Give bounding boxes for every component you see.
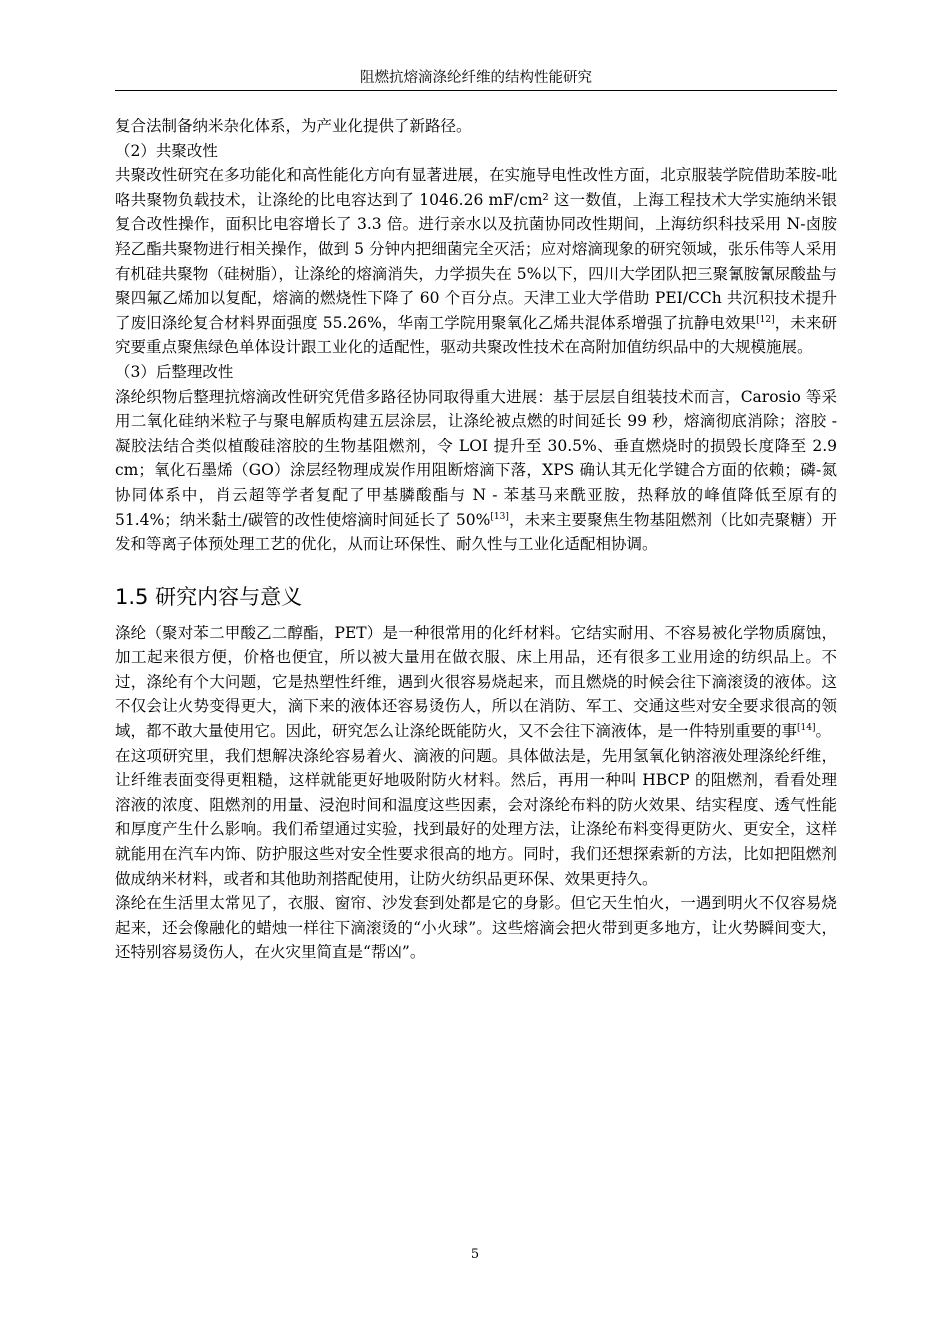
- paragraph: 涤纶在生活里太常见了，衣服、窗帘、沙发套到处都是它的身影。但它天生怕火，一遇到明火不仅容易烧起来，还会像融化的蜡烛一样往下滴滚烫的“小火球”。这些熔滴会把火带到更多地方，让火势瞬间变大，还特别容易烫伤人，在火灾里简直是“帮凶”。: [115, 894, 837, 962]
- paragraph: 共聚改性研究在多功能化和高性能化方向有显著进展，在实施导电性改性方面，北京服装学院借助苯胺-吡咯共聚物负载技术，让涤纶的比电容达到了 1046.26 mF/cm² 这一数值，上海工程技术大学实施纳米银复合改性操作，面积比电容增长了 3.3 倍。进行亲水以及抗菌协同改性期间，上海纺织科技采用 N-卤胺羟乙酯共聚物进行相关操作，做到 5 分钟内把细菌完全灭活；应对熔滴现象的研究领域，张乐伟等人采用有机硅共聚物（硅树脂），让涤纶的熔滴消失，力学损失在 5%以下，四川大学团队把三聚氰胺氰尿酸盐与聚四氟乙烯加以复配，熔滴的燃烧性下降了 60 个百分点。天津工业大学借助 PEI/CCh 共沉积技术提升了废旧涤纶复合材料界面强度 55.26%，华南工学院用聚氧化乙烯共混体系增强了抗静电效果[12]，未来研究要重点聚焦绿色单体设计跟工业化的适配性，驱动共聚改性技术在高附加值纺织品中的大规模施展。: [115, 166, 837, 357]
- citation-ref: [12]: [756, 314, 775, 325]
- section-heading: 1.5 研究内容与意义: [115, 584, 303, 609]
- header-divider: [115, 90, 837, 91]
- subsection-label: （2）共聚改性: [115, 141, 218, 160]
- running-header-title: 阻燃抗熔滴涤纶纤维的结构性能研究: [360, 70, 592, 86]
- paragraph: 涤纶织物后整理抗熔滴改性研究凭借多路径协同取得重大进展：基于层层自组装技术而言，Carosio 等采用二氧化硅纳米粒子与聚电解质构建五层涂层，让涤纶被点燃的时间延长 99 秒，熔滴彻底消除；溶胶 - 凝胶法结合类似植酸硅溶胶的生物基阻燃剂，令 LOI 提升至 30.5%、垂直燃烧时的损毁长度降至 2.9 cm；氧化石墨烯（GO）涂层经物理成炭作用阻断熔滴下落，XPS 确认其无化学键合方面的依赖；磷-氮协同体系中，肖云超等学者复配了甲基膦酸酯与 N - 苯基马来酰亚胺，热释放的峰值降低至原有的 51.4%；纳米黏土/碳管的改性使熔滴时间延长了 50%[13]，未来主要聚焦生物基阻燃剂（比如壳聚糖）开发和等离子体预处理工艺的优化，从而让环保性、耐久性与工业化适配相协调。: [115, 387, 837, 554]
- citation-ref: [13]: [490, 511, 509, 522]
- page-number: 5: [470, 1247, 480, 1262]
- paragraph: 复合法制备纳米杂化体系，为产业化提供了新路径。: [115, 117, 472, 135]
- paragraph: 涤纶（聚对苯二甲酸乙二醇酯，PET）是一种很常用的化纤材料。它结实耐用、不容易被化学物质腐蚀，加工起来很方便，价格也便宜，所以被大量用在做衣服、床上用品，还有很多工业用途的纺织品上。不过，涤纶有个大问题，它是热塑性纤维，遇到火很容易烧起来，而且燃烧的时候会往下滴滚烫的液体。这不仅会让火势变得更大，滴下来的液体还容易烫伤人，所以在消防、军工、交通这些对安全要求很高的领域，都不敢大量使用它。因此，研究怎么让涤纶既能防火，又不会往下滴液体，是一件特别重要的事[14]。: [115, 623, 837, 741]
- paragraph: 在这项研究里，我们想解决涤纶容易着火、滴液的问题。具体做法是，先用氢氧化钠溶液处理涤纶纤维，让纤维表面变得更粗糙，这样就能更好地吸附防火材料。然后，再用一种叫 HBCP 的阻燃剂，看看处理溶液的浓度、阻燃剂的用量、浸泡时间和温度这些因素，会对涤纶布料的防火效果、结实程度、透气性能和厚度产生什么影响。我们希望通过实验，找到最好的处理方法，让涤纶布料变得更防火、更安全，这样就能用在汽车内饰、防护服这些对安全性要求很高的地方。同时，我们还想探索新的方法，比如把阻燃剂做成纳米材料，或者和其他助剂搭配使用，让防火纺织品更环保、效果更持久。: [115, 746, 837, 888]
- subsection-label: （3）后整理改性: [115, 362, 234, 381]
- citation-ref: [14]: [797, 723, 816, 734]
- body-content: [115, 114, 837, 965]
